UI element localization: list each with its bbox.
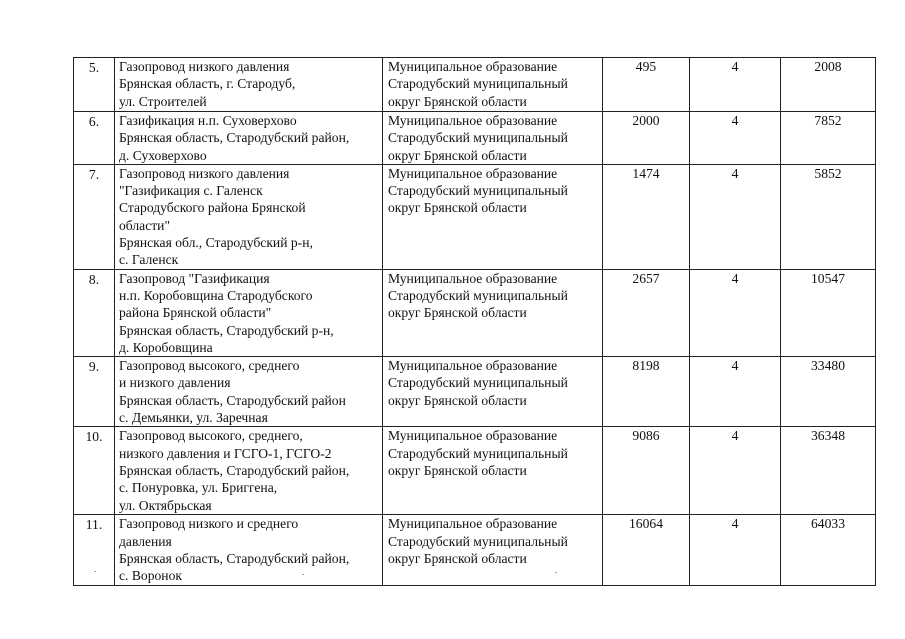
length-value: 2657 <box>632 270 660 286</box>
table-row <box>74 58 876 112</box>
row-number-cell <box>74 58 115 112</box>
object-name-cell <box>115 427 383 515</box>
amount-value: 33480 <box>811 358 845 374</box>
table-row <box>74 515 876 585</box>
class-cell <box>690 269 781 356</box>
owner-line: округ Брянской области <box>388 462 527 478</box>
row-number-cell <box>74 357 115 427</box>
object-name-line: Брянская область, Стародубский район, <box>119 130 350 146</box>
owner-cell <box>383 164 603 269</box>
object-name-line: д. Суховерхово <box>119 147 207 163</box>
length-value: 495 <box>635 59 657 74</box>
object-name-line: Газопровод низкого давления <box>119 59 290 74</box>
owner-line: округ Брянской области <box>388 550 527 566</box>
amount-cell <box>781 269 876 356</box>
object-name-line: "Газификация с. Галенск <box>119 183 263 199</box>
length-value: 8198 <box>632 358 660 374</box>
owner-line: округ Брянской области <box>388 93 527 109</box>
row-number: 6. <box>88 114 100 129</box>
length-cell <box>603 427 690 515</box>
object-name-line: с. Демьянки, ул. Заречная <box>119 410 268 426</box>
table-body <box>74 58 876 586</box>
table-row <box>74 357 876 427</box>
amount-value: 10547 <box>811 270 845 286</box>
owner-line: Муниципальное образование <box>388 270 558 286</box>
object-name-line: низкого давления и ГСГО-1, ГСГО-2 <box>119 445 332 461</box>
object-name-line: Брянская область, Стародубский район, <box>119 462 350 478</box>
scan-speck <box>94 571 96 572</box>
document-page <box>73 57 875 586</box>
owner-cell <box>383 58 603 112</box>
length-cell <box>603 112 690 165</box>
amount-value: 64033 <box>811 516 845 532</box>
length-cell <box>603 357 690 427</box>
class-cell <box>690 515 781 585</box>
class-cell <box>690 58 781 112</box>
object-name-line: области" <box>119 217 170 233</box>
table-row <box>74 269 876 356</box>
object-name-cell <box>115 269 383 356</box>
row-number: 11. <box>85 517 103 533</box>
length-cell <box>603 515 690 585</box>
object-name-line: Газопровод высокого, среднего <box>119 358 300 374</box>
owner-cell <box>383 269 603 356</box>
owner-line: Муниципальное образование <box>388 428 558 444</box>
row-number-cell <box>74 269 115 356</box>
object-name-cell <box>115 357 383 427</box>
owner-line: Стародубский муниципальный <box>388 445 568 461</box>
owner-line: округ Брянской области <box>388 147 527 163</box>
length-value: 9086 <box>632 428 660 444</box>
table-row <box>74 112 876 165</box>
object-name-line: д. Коробовщина <box>119 339 213 355</box>
owner-cell <box>383 427 603 515</box>
object-name-line: и низкого давления <box>119 375 231 391</box>
owner-line: Стародубский муниципальный <box>388 533 568 549</box>
object-name-line: с. Воронок <box>119 568 182 584</box>
object-name-line: ул. Октябрьская <box>119 497 212 513</box>
class-value: 4 <box>731 428 739 444</box>
class-value: 4 <box>731 516 739 532</box>
row-number-cell <box>74 164 115 269</box>
owner-cell <box>383 357 603 427</box>
length-cell <box>603 58 690 112</box>
amount-cell <box>781 58 876 112</box>
row-number: 8. <box>88 271 100 287</box>
amount-cell <box>781 357 876 427</box>
owner-line: Муниципальное образование <box>388 165 558 181</box>
object-name-cell <box>115 112 383 165</box>
owner-line: Стародубский муниципальный <box>388 76 568 92</box>
length-value: 1474 <box>632 165 660 181</box>
owner-line: округ Брянской области <box>388 392 527 408</box>
owner-line: Муниципальное образование <box>388 516 558 532</box>
object-name-line: Газификация н.п. Суховерхово <box>119 113 297 128</box>
object-name-line: давления <box>119 533 172 549</box>
row-number: 10. <box>85 429 103 445</box>
object-name-cell <box>115 515 383 585</box>
object-name-line: Газопровод низкого и среднего <box>119 516 299 532</box>
object-name-line: Брянская область, Стародубский район, <box>119 550 350 566</box>
class-value: 4 <box>731 358 739 374</box>
table-row <box>74 427 876 515</box>
class-value: 4 <box>731 59 739 74</box>
row-number: 9. <box>88 359 100 375</box>
object-name-line: Брянская область, г. Стародуб, <box>119 76 296 92</box>
owner-line: Муниципальное образование <box>388 113 558 128</box>
object-name-cell <box>115 164 383 269</box>
object-name-line: ул. Строителей <box>119 93 207 109</box>
object-name-cell <box>115 58 383 112</box>
owner-line: Стародубский муниципальный <box>388 375 568 391</box>
class-cell <box>690 357 781 427</box>
owner-line: Стародубский муниципальный <box>388 287 568 303</box>
owner-line: округ Брянской области <box>388 305 527 321</box>
row-number: 7. <box>88 166 100 182</box>
owner-cell <box>383 515 603 585</box>
row-number: 5. <box>88 60 100 75</box>
class-value: 4 <box>731 270 739 286</box>
amount-cell <box>781 427 876 515</box>
class-cell <box>690 112 781 165</box>
owner-line: Муниципальное образование <box>388 59 558 74</box>
gas-pipelines-table <box>73 57 876 586</box>
object-name-line: района Брянской области" <box>119 305 272 321</box>
owner-line: Стародубский муниципальный <box>388 130 568 146</box>
table-row <box>74 164 876 269</box>
row-number-cell <box>74 515 115 585</box>
object-name-line: с. Понуровка, ул. Бриггена, <box>119 480 278 496</box>
owner-line: Стародубский муниципальный <box>388 183 568 199</box>
amount-value: 2008 <box>814 59 842 74</box>
owner-cell <box>383 112 603 165</box>
object-name-line: с. Галенск <box>119 252 179 268</box>
class-cell <box>690 164 781 269</box>
amount-cell <box>781 112 876 165</box>
object-name-line: Брянская область, Стародубский р-н, <box>119 322 334 338</box>
scan-speck <box>302 574 304 575</box>
object-name-line: Стародубского района Брянской <box>119 200 306 216</box>
object-name-line: Брянская область, Стародубский район <box>119 392 346 408</box>
object-name-line: Брянская обл., Стародубский р-н, <box>119 235 313 251</box>
length-cell <box>603 269 690 356</box>
amount-value: 5852 <box>814 165 842 181</box>
amount-cell <box>781 515 876 585</box>
object-name-line: Газопровод низкого давления <box>119 165 290 181</box>
owner-line: Муниципальное образование <box>388 358 558 374</box>
length-value: 2000 <box>632 113 660 128</box>
amount-value: 36348 <box>811 428 845 444</box>
class-cell <box>690 427 781 515</box>
amount-value: 7852 <box>814 113 842 128</box>
class-value: 4 <box>731 165 739 181</box>
row-number-cell <box>74 427 115 515</box>
length-cell <box>603 164 690 269</box>
amount-cell <box>781 164 876 269</box>
length-value: 16064 <box>629 516 663 532</box>
scan-speck <box>555 572 557 573</box>
object-name-line: Газопровод высокого, среднего, <box>119 428 303 444</box>
class-value: 4 <box>731 113 739 128</box>
row-number-cell <box>74 112 115 165</box>
object-name-line: н.п. Коробовщина Стародубского <box>119 287 313 303</box>
object-name-line: Газопровод "Газификация <box>119 270 270 286</box>
owner-line: округ Брянской области <box>388 200 527 216</box>
